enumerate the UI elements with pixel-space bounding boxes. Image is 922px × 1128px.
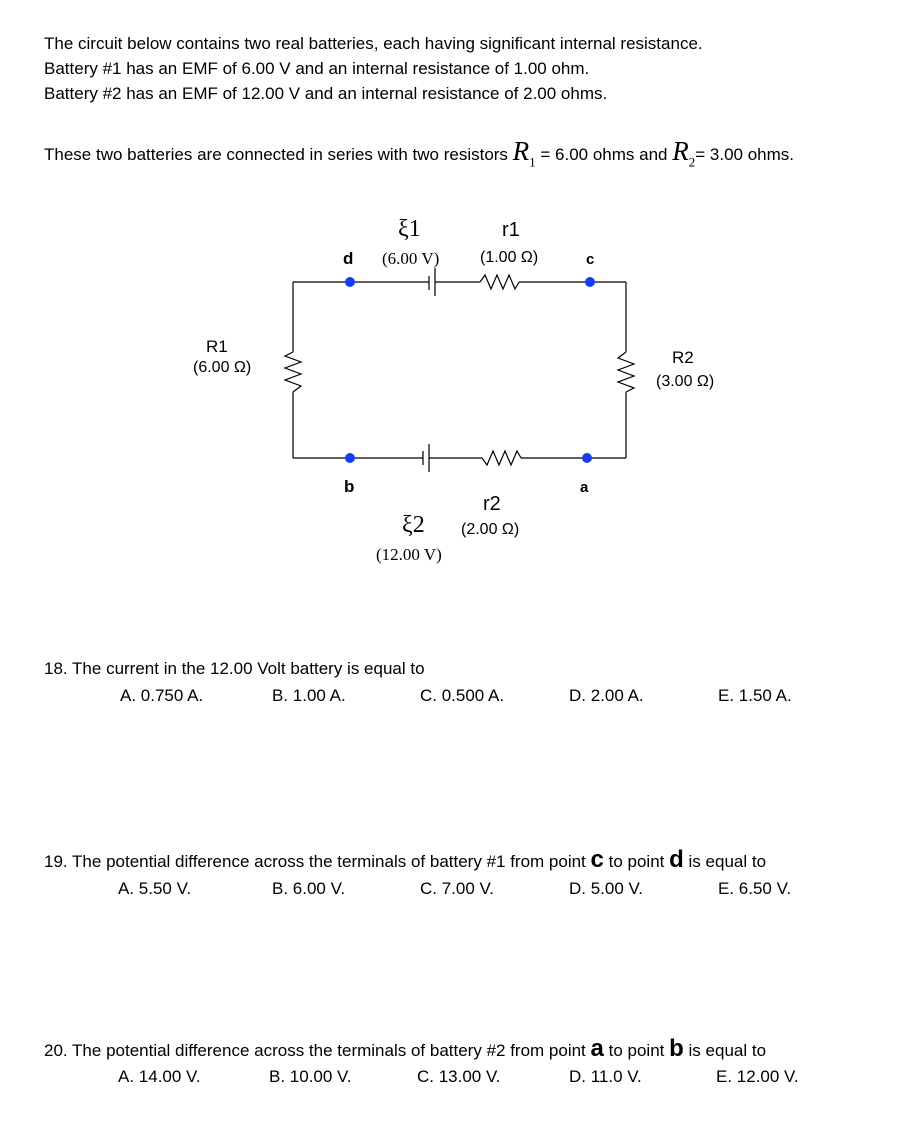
question-20: 20. The potential difference across the terminals of battery #2 from point a to point b is equal to (44, 1035, 767, 1062)
intro-line-1: The circuit below contains two real batteries, each having significant internal resistance. (44, 34, 703, 53)
node-a (582, 453, 592, 463)
r2-label: r2 (483, 493, 501, 515)
intro-line-2: Battery #1 has an EMF of 6.00 V and an internal resistance of 1.00 ohm. (44, 59, 590, 78)
q19-option-d[interactable]: D. 5.00 V. (569, 879, 644, 898)
r1-internal-resistor (480, 275, 519, 289)
resistor-R1 (285, 352, 301, 392)
node-c (585, 277, 595, 287)
R1-value: (6.00 Ω) (193, 359, 252, 376)
q20-point-b: b (669, 1035, 684, 1062)
q19-option-a[interactable]: A. 5.50 V. (118, 879, 192, 898)
point-b-label: b (344, 477, 355, 496)
r2-value: = 3.00 ohms. (695, 145, 795, 164)
q19-option-b[interactable]: B. 6.00 V. (272, 879, 346, 898)
point-a-label: a (580, 479, 589, 496)
q19-option-e[interactable]: E. 6.50 V. (718, 879, 792, 898)
R2-label: R2 (672, 348, 694, 367)
q20-option-e[interactable]: E. 12.00 V. (716, 1067, 799, 1086)
r2-symbol: $R_2$ (672, 136, 696, 170)
q19-option-c[interactable]: C. 7.00 V. (420, 879, 495, 898)
emf2-symbol: ξ2 (402, 512, 425, 538)
q20-option-d[interactable]: D. 11.0 V. (569, 1067, 642, 1086)
q20-option-c[interactable]: C. 13.00 V. (417, 1067, 501, 1086)
emf2-value: (12.00 V) (376, 545, 442, 564)
question-19: 19. The potential difference across the terminals of battery #1 from point c to point d is equal to (44, 846, 767, 873)
q20-option-a[interactable]: A. 14.00 V. (118, 1067, 201, 1086)
q18-option-d[interactable]: D. 2.00 A. (569, 686, 644, 705)
R2-value: (3.00 Ω) (656, 373, 715, 390)
R1-label: R1 (206, 337, 228, 356)
intro-line-3: Battery #2 has an EMF of 12.00 V and an internal resistance of 2.00 ohms. (44, 84, 608, 103)
r1-value: (1.00 Ω) (480, 249, 539, 266)
r2-value: (2.00 Ω) (461, 521, 520, 538)
series-prefix: These two batteries are connected in series with two resistors (44, 145, 508, 164)
node-b (345, 453, 355, 463)
emf1-symbol: ξ1 (398, 216, 421, 242)
q20-option-b[interactable]: B. 10.00 V. (269, 1067, 352, 1086)
q19-point-c: c (590, 846, 604, 873)
question-18: 18. The current in the 12.00 Volt battery is equal to (44, 659, 425, 678)
q18-option-a[interactable]: A. 0.750 A. (120, 686, 204, 705)
resistor-R2 (618, 352, 634, 392)
q20-point-a: a (590, 1035, 604, 1062)
r1-value: = 6.00 ohms and (535, 145, 668, 164)
q18-option-c[interactable]: C. 0.500 A. (420, 686, 505, 705)
node-d (345, 277, 355, 287)
point-d-label: d (343, 249, 354, 268)
r1-symbol: $R_1$ (512, 136, 536, 170)
q19-point-d: d (669, 846, 684, 873)
r2-internal-resistor (482, 451, 521, 465)
emf1-value: (6.00 V) (382, 249, 440, 268)
point-c-label: c (586, 251, 595, 268)
q18-option-b[interactable]: B. 1.00 A. (272, 686, 346, 705)
r1-label: r1 (502, 219, 520, 241)
q18-option-e[interactable]: E. 1.50 A. (718, 686, 792, 705)
